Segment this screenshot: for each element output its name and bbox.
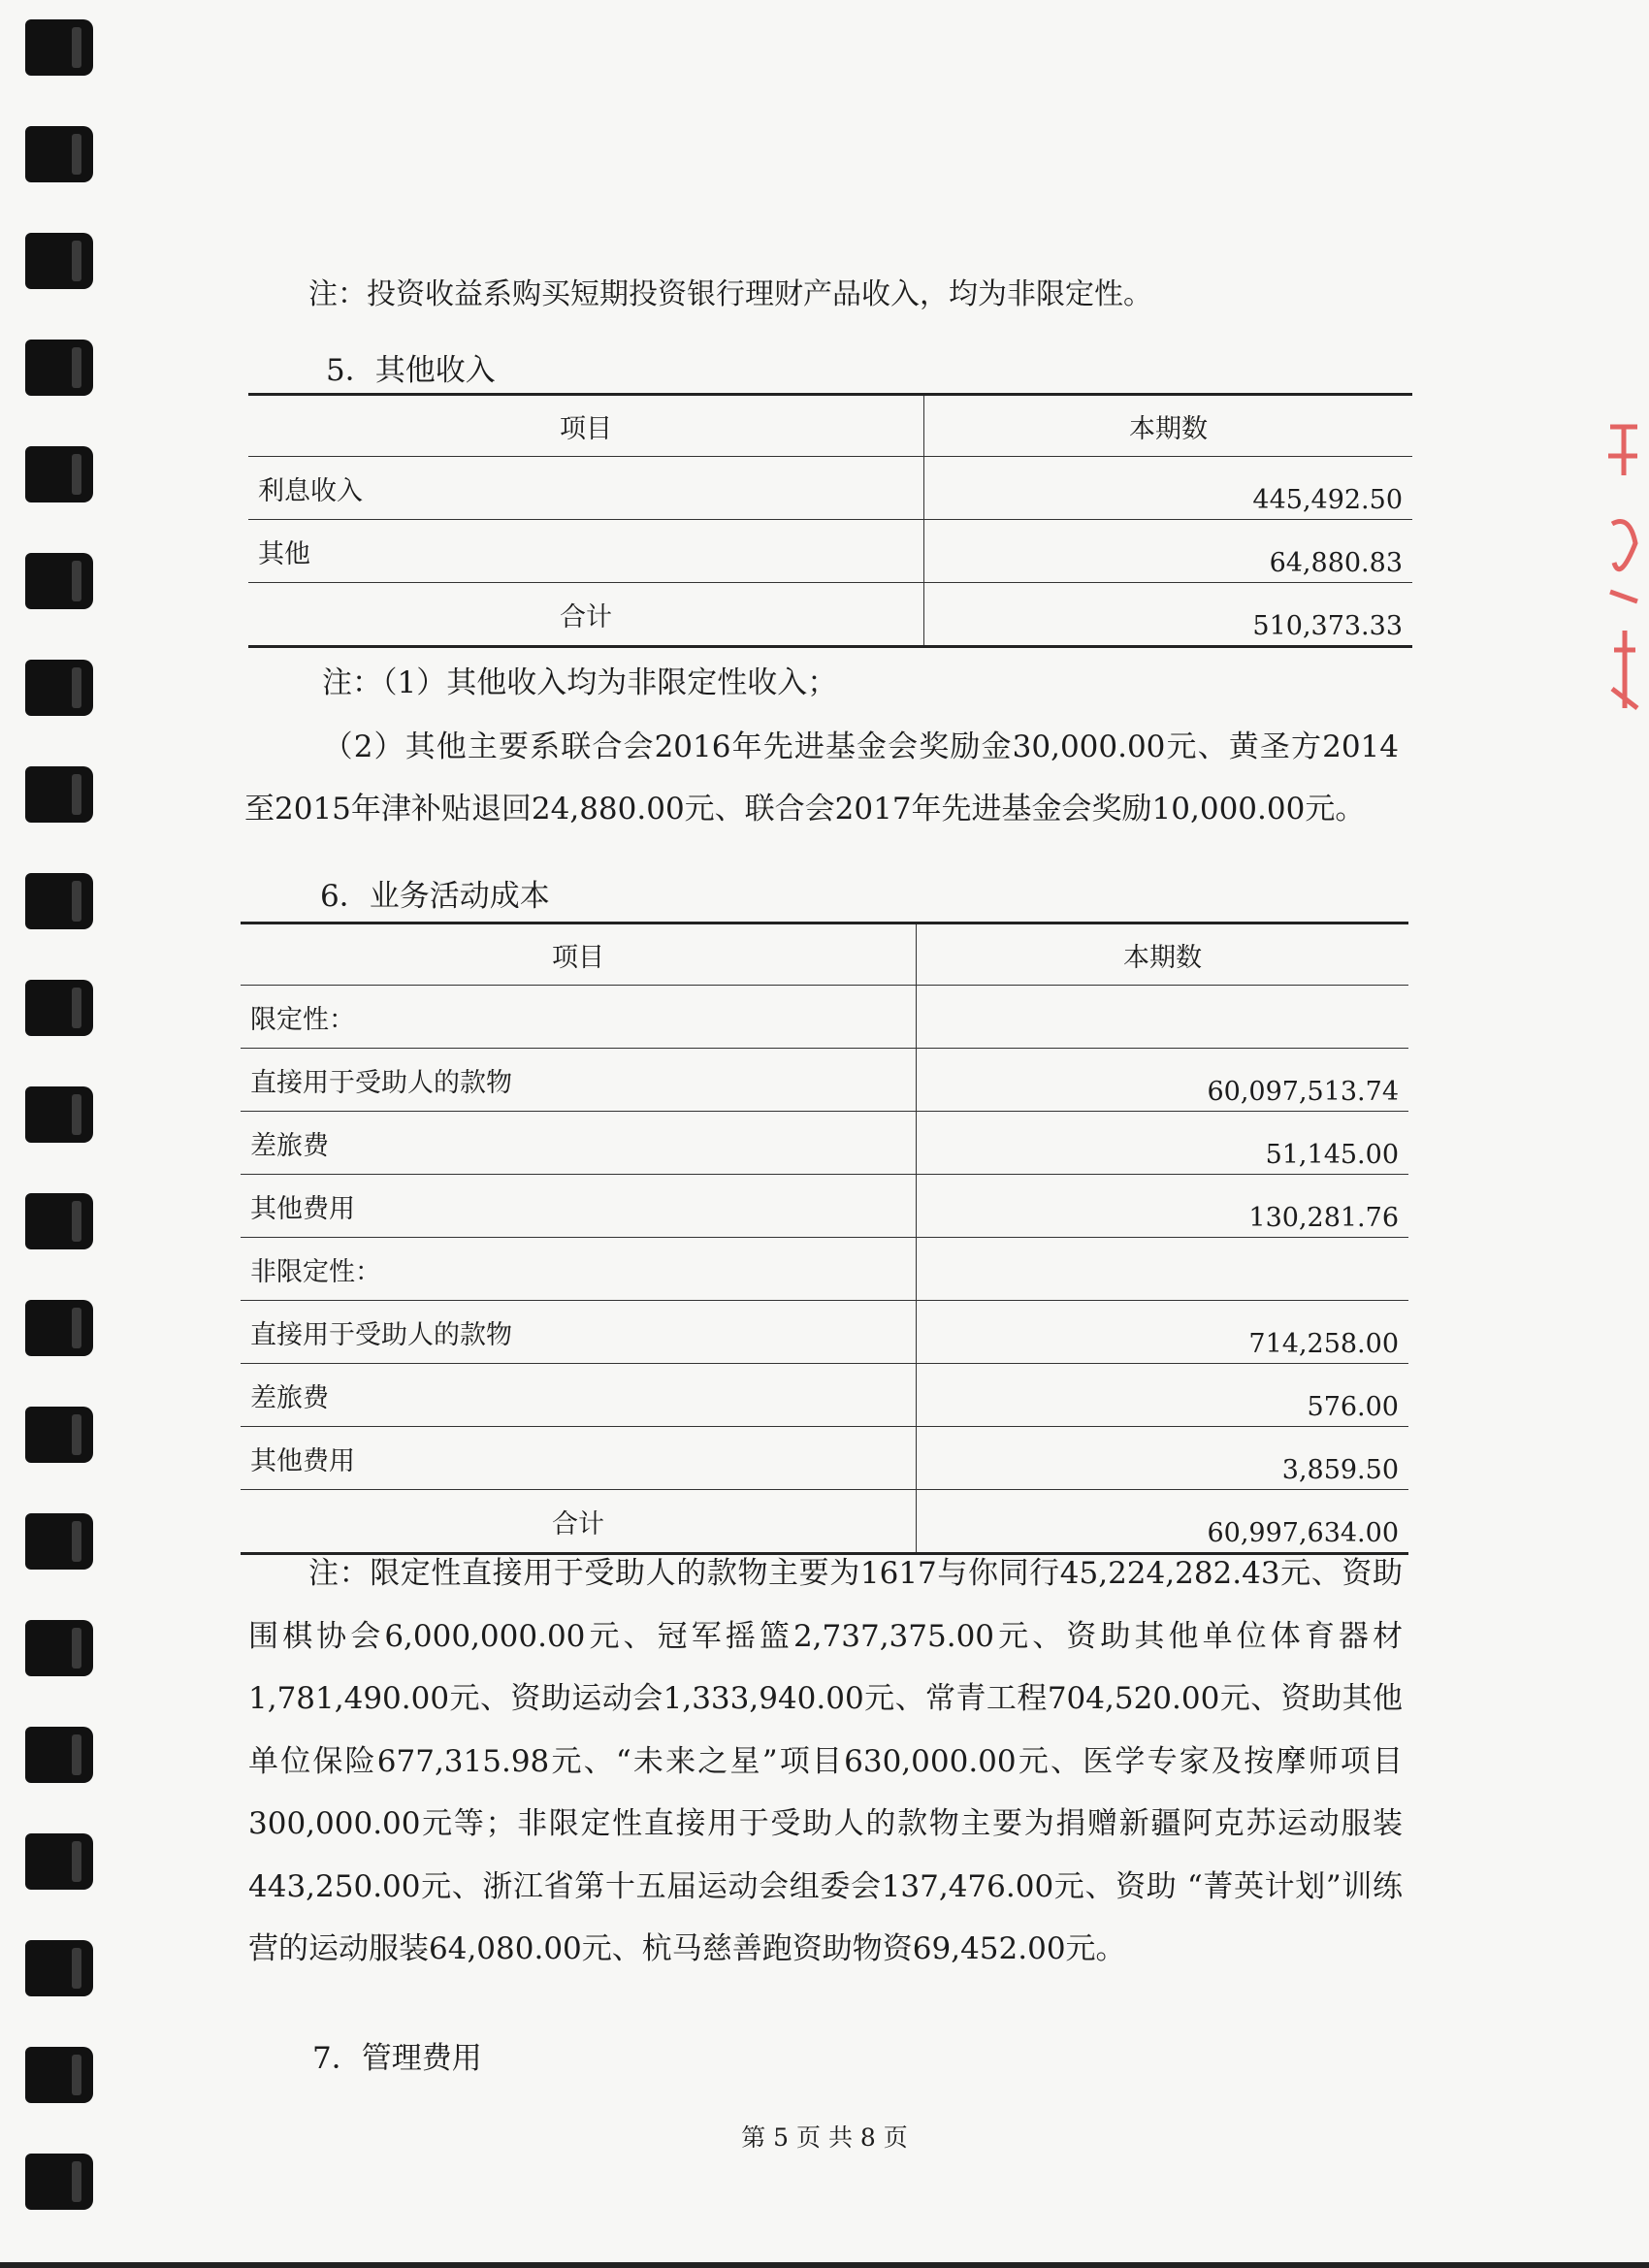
row-value: 51,145.00: [917, 1112, 1409, 1175]
page-footer: 第 5 页 共 8 页: [741, 2123, 908, 2152]
binding-ring: [25, 446, 93, 502]
table-header-row: [248, 395, 1412, 457]
row-value: [917, 986, 1409, 1049]
binding-ring: [25, 1833, 93, 1890]
binding-ring: [25, 19, 93, 76]
section-6-title: 6．业务活动成本: [320, 879, 550, 914]
header-item: 项目: [241, 923, 917, 986]
section-5-title: 5．其他收入: [326, 353, 496, 388]
row-label: 限定性：: [241, 986, 917, 1049]
total-value: 60,997,634.00: [917, 1490, 1409, 1554]
row-label: 差旅费: [241, 1364, 917, 1427]
row-label: 其他费用: [241, 1175, 917, 1238]
binding-ring: [25, 1620, 93, 1676]
table-total-row: [248, 583, 1412, 647]
table-row: [241, 1427, 1408, 1490]
binding-ring: [25, 1727, 93, 1783]
table-row: [241, 1049, 1408, 1112]
binding-ring: [25, 553, 93, 609]
binding-ring: [25, 1940, 93, 1996]
section-7-title: 7．管理费用: [312, 2041, 482, 2076]
binding-ring: [25, 660, 93, 716]
table-row: [241, 1175, 1408, 1238]
binding-rings: [0, 0, 107, 2268]
seal-stamp-fragment: [1600, 417, 1639, 737]
row-label: 其他费用: [241, 1427, 917, 1490]
other-income-note-1: 注：（1）其他收入均为非限定性收入；: [322, 665, 838, 700]
row-value: [917, 1238, 1409, 1301]
table-row: [241, 1238, 1408, 1301]
binding-ring: [25, 126, 93, 182]
row-value: 60,097,513.74: [917, 1049, 1409, 1112]
binding-ring: [25, 2047, 93, 2103]
table-row: [241, 1364, 1408, 1427]
header-item: 项目: [248, 395, 924, 457]
row-value: 130,281.76: [917, 1175, 1409, 1238]
row-label: 非限定性：: [241, 1238, 917, 1301]
binding-ring: [25, 873, 93, 929]
row-value: 64,880.83: [924, 520, 1413, 583]
operating-cost-note: 注：限定性直接用于受助人的款物主要为1617与你同行45,224,282.43元、资助围棋协会6,000,000.00元、冠军摇篮2,737,375.00元、资助其他单位体育器材1,781,490.00元、资助运动会1,333,940.00元、常青工程704,520.00元、资助其他单位保险677,315.98元、“未来之星”项目630,000.00元、医学专家及按摩师项目300,000.00元等；非限定性直接用于受助人的款物主要为捐赠新疆阿克苏运动服装443,250.00元、浙江省第十五届运动会组委会137,476.00元、资助 “菁英计划”训练营的运动服装64,080.00元、杭马慈善跑资助物资69,452.00元。: [248, 1556, 1403, 1966]
binding-ring: [25, 340, 93, 396]
binding-ring: [25, 766, 93, 823]
total-label: 合计: [241, 1490, 917, 1554]
binding-ring: [25, 1300, 93, 1356]
row-label: 其他: [248, 520, 924, 583]
table-row: [248, 520, 1412, 583]
investment-note: 注：投资收益系购买短期投资银行理财产品收入，均为非限定性。: [308, 277, 1152, 311]
table-row: [241, 1301, 1408, 1364]
table-header-row: [241, 923, 1408, 986]
binding-ring: [25, 2154, 93, 2210]
row-label: 差旅费: [241, 1112, 917, 1175]
binding-ring: [25, 1086, 93, 1143]
binding-ring: [25, 1193, 93, 1249]
row-value: 714,258.00: [917, 1301, 1409, 1364]
binding-ring: [25, 1407, 93, 1463]
header-amount: 本期数: [924, 395, 1413, 457]
binding-ring: [25, 980, 93, 1036]
row-value: 445,492.50: [924, 457, 1413, 520]
row-value: 3,859.50: [917, 1427, 1409, 1490]
table-row: [241, 986, 1408, 1049]
other-income-note-2: （2）其他主要系联合会2016年先进基金会奖励金30,000.00元、黄圣方2014至2015年津补贴退回24,880.00元、联合会2017年先进基金会奖励10,000.00元。: [244, 729, 1399, 826]
operating-cost-table: [241, 922, 1408, 1555]
binding-ring: [25, 233, 93, 289]
total-value: 510,373.33: [924, 583, 1413, 647]
page-bottom-edge: [0, 2262, 1649, 2268]
row-value: 576.00: [917, 1364, 1409, 1427]
table-row: [248, 457, 1412, 520]
row-label: 利息收入: [248, 457, 924, 520]
other-income-table: [248, 393, 1412, 648]
total-label: 合计: [248, 583, 924, 647]
binding-ring: [25, 1513, 93, 1570]
header-amount: 本期数: [917, 923, 1409, 986]
row-label: 直接用于受助人的款物: [241, 1301, 917, 1364]
table-row: [241, 1112, 1408, 1175]
row-label: 直接用于受助人的款物: [241, 1049, 917, 1112]
